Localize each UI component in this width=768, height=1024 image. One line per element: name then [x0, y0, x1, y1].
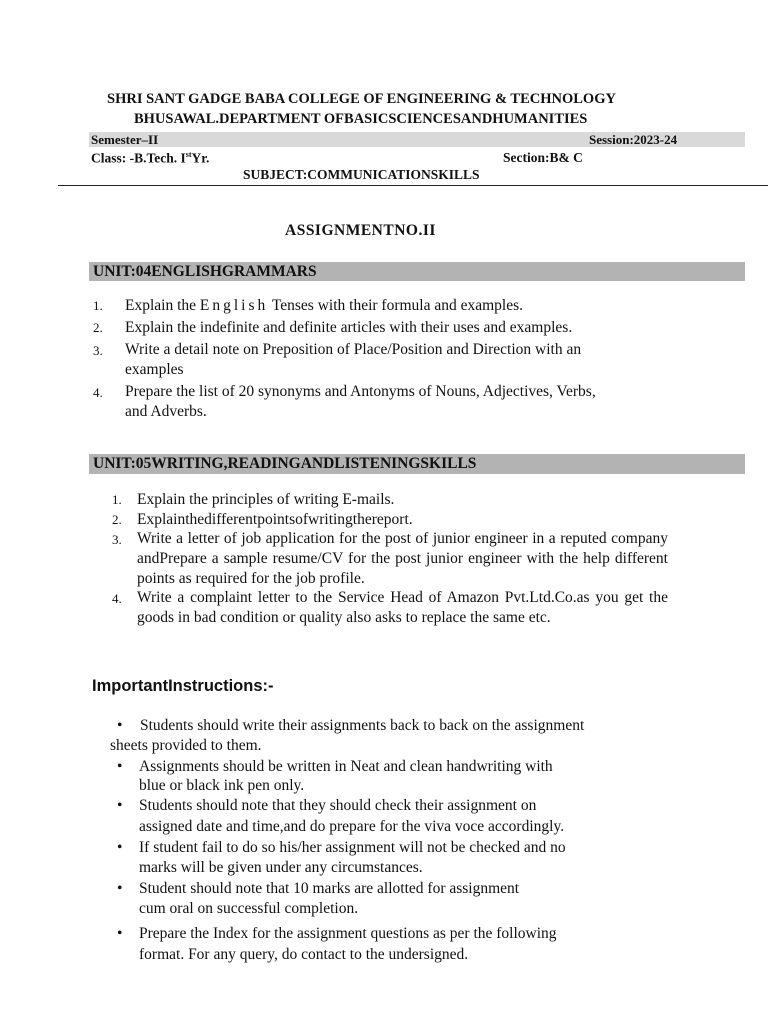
unit5-item-3: Write a letter of job application for the post of junior engineer in a reputed company andPrepare a sample resume/CV for the post junior engineer with the help different points as required for the job profile. [137, 530, 668, 587]
class-label: Class: -B.Tech. IstYr. [91, 150, 210, 166]
header-divider [58, 185, 768, 186]
assignment-title: ASSIGNMENTNO.II [285, 222, 436, 239]
instruction-4-line2: marks will be given under any circumstances. [139, 859, 423, 876]
department-name: BHUSAWAL.DEPARTMENT OFBASICSCIENCESANDHUMANITIES [134, 111, 588, 127]
instruction-1-bullet: • [117, 717, 123, 734]
instruction-3-line2: assigned date and time,and do prepare for the viva voce accordingly. [139, 818, 565, 835]
unit4-heading: UNIT:04ENGLISHGRAMMARS [93, 263, 317, 280]
instruction-5-line2: cum oral on successful completion. [139, 900, 359, 917]
unit4-item-4-line1: Prepare the list of 20 synonyms and Antonyms of Nouns, Adjectives, Verbs, [125, 383, 596, 400]
unit4-item-1: Explain the English Tenses with their formula and examples. [125, 297, 524, 314]
semester-label: Semester–II [91, 132, 159, 147]
instruction-2-bullet: • [117, 758, 123, 775]
instruction-1-line2: sheets provided to them. [110, 737, 262, 754]
instruction-6-line2: format. For any query, do contact to the undersigned. [139, 946, 469, 963]
unit5-item-4-number: 4. [112, 591, 122, 606]
instruction-4-line1: If student fail to do so his/her assignment will not be checked and no [139, 839, 566, 856]
instruction-5-bullet: • [117, 880, 123, 897]
unit5-item-2: Explainthedifferentpointsofwritingthereport. [137, 511, 413, 528]
unit5-item-1-number: 1. [112, 492, 122, 507]
instruction-6-line1: Prepare the Index for the assignment questions as per the following [139, 925, 557, 942]
instruction-3-bullet: • [117, 797, 123, 814]
section-label: Section:B& C [503, 150, 583, 165]
instruction-3-line1: Students should note that they should check their assignment on [139, 797, 537, 814]
instruction-2-line1: Assignments should be written in Neat and clean handwriting with [139, 758, 553, 775]
unit5-item-1: Explain the principles of writing E-mails. [137, 491, 395, 508]
instruction-1-line1: Students should write their assignments back to back on the assignment [140, 717, 585, 734]
unit4-item-2-number: 2. [93, 320, 103, 335]
unit4-item-4-number: 4. [93, 385, 103, 400]
session-label: Session:2023-24 [589, 132, 678, 147]
unit4-item-3-line2: examples [125, 361, 184, 378]
unit4-item-3-number: 3. [93, 343, 103, 358]
instruction-6-bullet: • [117, 925, 123, 942]
unit4-item-1-number: 1. [93, 298, 103, 313]
college-name: SHRI SANT GADGE BABA COLLEGE OF ENGINEERING & TECHNOLOGY [107, 91, 616, 107]
unit4-item-2: Explain the indefinite and definite articles with their uses and examples. [125, 319, 573, 336]
unit5-item-4: Write a complaint letter to the Service Head of Amazon Pvt.Ltd.Co.as you get the goods in bad condition or quality also asks to replace the same etc. [137, 589, 668, 626]
instruction-2-line2: blue or black ink pen only. [139, 777, 305, 794]
unit5-item-3-number: 3. [112, 532, 122, 547]
subject-label: SUBJECT:COMMUNICATIONSKILLS [243, 167, 480, 182]
instructions-heading: ImportantInstructions:- [92, 677, 274, 695]
unit4-item-4-line2: and Adverbs. [125, 403, 207, 420]
unit5-item-2-number: 2. [112, 512, 122, 527]
unit4-item-3-line1: Write a detail note on Preposition of Place/Position and Direction with an [125, 341, 582, 358]
instruction-5-line1: Student should note that 10 marks are allotted for assignment [139, 880, 520, 897]
instruction-4-bullet: • [117, 839, 123, 856]
unit5-heading: UNIT:05WRITING,READINGANDLISTENINGSKILLS [93, 455, 477, 472]
